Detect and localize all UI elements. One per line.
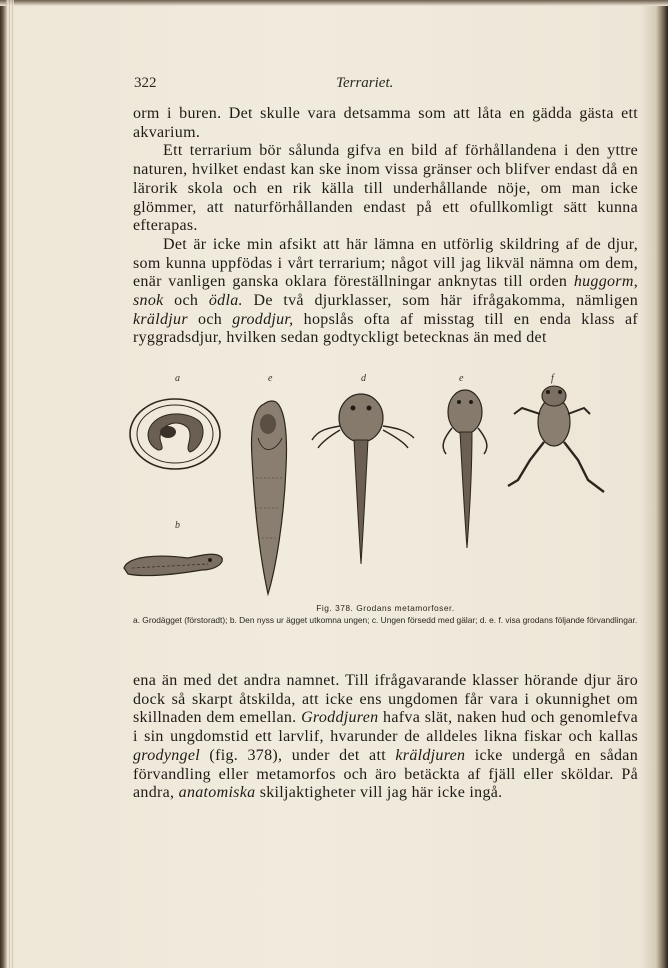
- term-kraldjur: kräldjur: [133, 310, 188, 328]
- page-header: [134, 73, 640, 97]
- label-d: d: [361, 373, 366, 384]
- body-text-bottom: [133, 672, 638, 803]
- egg-illustration: [130, 399, 220, 469]
- tadpole-d-illustration: [312, 394, 414, 564]
- page-binding-edge: [6, 0, 14, 968]
- running-title: Terrariet.: [336, 75, 394, 91]
- paragraph-3-text-a: Det är icke min afsikt att här lämna en utförlig skildring af de djur, som kunna uppfödas i vårt terrarium; något vill jag likväl nämna om dem, enär vanligen ganska oklara föreställningar anknytas till orden: [133, 235, 638, 291]
- figure-frog-metamorphosis: [118, 368, 638, 604]
- term-odla: ödla.: [208, 292, 243, 310]
- paragraph-3-text-e: hopslås ofta af misstag till en enda klass af ryggradsdjur, hvilken sedan godtyckligt betecknas än med det: [133, 310, 638, 347]
- paragraph-2: Ett terrarium bör sålunda gifva en bild af förhållandena i den yttre naturen, hvilket endast kan ske inom vissa gränser och blifver endast då en lärorik skola och en rik källa till underhållande nöje, om man icke glömmer, att naturförhållanden endast på ett ofullkomligt sätt kunna efterapas.: [133, 142, 638, 235]
- figure-caption: [133, 603, 638, 626]
- paragraph-4-text-b: hafva slät, naken hud och genomlefva i sin ungdomstid ett larvlif, hvarunder de alldeles likna fiskar och kallas: [133, 709, 638, 746]
- caption-body: a. Grodägget (förstoradt); b. Den nyss ur ägget utkomna ungen; c. Ungen försedd med gälar; d. e. f. visa grodans följande förvandlingar.: [133, 615, 638, 625]
- term-groddjur: groddjur,: [232, 310, 294, 328]
- paragraph-3-text-b: och: [163, 292, 209, 310]
- page-number: 322: [134, 75, 157, 91]
- label-a: a: [175, 373, 180, 384]
- paragraph-3-text-d: och: [187, 310, 233, 328]
- tadpole-e-illustration: [443, 390, 487, 548]
- page-top-edge: [0, 0, 668, 6]
- label-b: b: [175, 520, 180, 531]
- term-huggorm-snok: huggorm, snok: [133, 273, 638, 310]
- label-e-1: e: [268, 373, 273, 384]
- caption-title: Fig. 378. Grodans metamorfoser.: [316, 603, 455, 613]
- paragraph-3: [133, 236, 638, 348]
- paragraph-4-text-d: icke undergå en sådan förvandling eller metamorfos och äro betäckta af fjäll eller sköldar. På andra,: [133, 746, 638, 802]
- term-kraldjuren: kräldjuren: [395, 746, 466, 764]
- term-anatomiska: anatomiska: [178, 784, 256, 802]
- paragraph-4-text-a: ena än med det andra namnet. Till ifrågavarande klasser hörande djur äro dock så skarpt åtskilda, att icke ens ungdomen får vara i okunnighet om skillnaden dem emellan.: [133, 672, 638, 727]
- body-text-top: [133, 105, 638, 348]
- term-groddjuren: Groddjuren: [301, 709, 379, 727]
- paragraph-4-text-e: skiljaktigheter vill jag här icke ingå.: [255, 784, 503, 802]
- young-frog-illustration: [508, 386, 604, 492]
- figure-illustration: [118, 368, 638, 604]
- gilled-tadpole-illustration: [252, 401, 287, 594]
- term-grodyngel: grodyngel: [133, 746, 200, 764]
- hatchling-illustration: [124, 554, 222, 575]
- paragraph-1: orm i buren. Det skulle vara detsamma som att låta en gädda gästa ett akvarium.: [133, 105, 638, 141]
- paragraph-4: [133, 672, 638, 803]
- label-f: f: [551, 373, 554, 384]
- paragraph-3-text-c: De två djurklasser, som här ifrågakomma, nämligen: [242, 292, 639, 310]
- label-e-2: e: [459, 373, 464, 384]
- paragraph-4-text-c: (fig. 378), under det att: [199, 746, 396, 764]
